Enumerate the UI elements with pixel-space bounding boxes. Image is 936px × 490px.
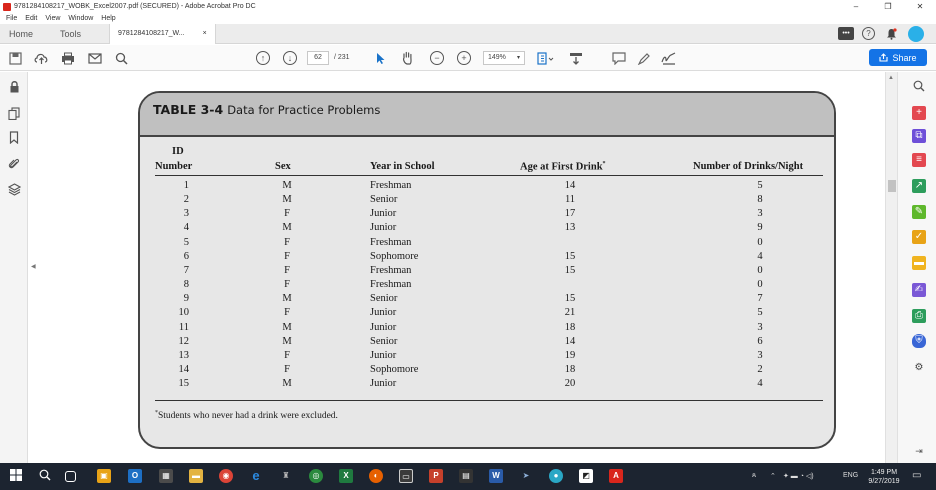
row-sex-cell: M [282,321,292,333]
hand-tool-icon[interactable] [401,50,414,66]
zoom-in-icon[interactable]: + [457,51,471,65]
edge-icon[interactable]: e [252,468,260,483]
select-cursor-icon[interactable] [376,50,386,66]
row-drinks-cell: 4 [757,378,763,390]
table-row [140,349,836,363]
photos-app-icon[interactable]: ◩ [579,469,593,483]
share-button[interactable] [869,49,927,66]
action-center-icon[interactable]: ▭ [912,470,922,481]
row-age-cell: 18 [564,363,576,375]
highlight-pen-icon[interactable] [637,50,651,66]
row-id-cell: 15 [178,378,189,390]
help-icon[interactable]: ? [862,27,875,40]
row-year-cell: Junior [370,208,397,220]
share-icon [879,53,888,62]
store-icon[interactable]: ▣ [97,469,111,483]
row-id-cell: 8 [183,279,189,291]
scroll-up-icon[interactable]: ▲ [888,75,894,81]
page-total: / 231 [334,54,350,61]
footnote-text: Students who never had a drink were excluded. [158,411,338,422]
camera-app-icon[interactable]: ● [549,469,563,483]
row-age-cell: 11 [564,194,576,206]
row-year-cell: Sophomore [370,250,419,262]
row-drinks-cell: 5 [757,307,763,319]
title-bar [0,0,936,13]
layers-icon[interactable] [7,183,21,197]
row-year-cell: Junior [370,378,397,390]
row-sex-cell: F [284,279,290,291]
comment-icon[interactable]: ••• [838,27,854,40]
row-id-cell: 1 [183,180,189,191]
row-id-cell: 9 [183,293,189,305]
combine-files-icon[interactable]: ⧉ [912,129,926,143]
menu-bar [0,13,936,24]
chevron-down-icon: ▾ [516,55,520,61]
collapse-tools-icon[interactable]: ⇥ [915,446,923,456]
row-drinks-cell: 7 [757,293,763,305]
chrome-icon[interactable]: ◉ [219,469,233,483]
header-year: Year in School [370,161,435,172]
row-drinks-cell: 2 [757,363,763,375]
tab-bar [0,24,936,44]
row-year-cell: Junior [370,222,397,234]
row-id-cell: 13 [178,349,189,361]
fill-sign-icon[interactable]: ✓ [912,230,926,244]
row-id-cell: 2 [183,194,189,206]
save-icon[interactable] [9,50,22,66]
row-drinks-cell: 5 [757,180,763,191]
clock-time: 1:49 PM [870,469,898,476]
zoom-value: 149% [488,54,506,61]
acrobat-app-icon [3,3,11,11]
collapse-left-panel-icon[interactable]: ◀ [31,264,36,270]
table-row [140,207,836,221]
row-sex-cell: F [284,250,290,262]
file-explorer-icon[interactable]: ▬ [189,469,203,483]
notification-bell-icon[interactable] [885,27,898,40]
row-age-cell: 19 [564,349,576,361]
table-row [140,377,836,391]
globe-app-icon[interactable]: ◎ [309,469,323,483]
row-age-cell: 15 [564,293,576,305]
table-row [140,335,836,349]
window-controls [840,0,936,13]
row-id-cell: 12 [178,335,189,347]
close-window-button[interactable]: ✕ [916,2,924,11]
word-icon[interactable]: W [489,469,503,483]
row-drinks-cell: 3 [757,208,763,220]
row-sex-cell: F [284,363,290,375]
show-hidden-icons[interactable]: ⌃ [770,473,776,480]
row-year-cell: Freshman [370,236,412,248]
print-production-icon[interactable]: ⎙ [912,309,926,323]
upload-cloud-icon[interactable] [34,50,49,66]
firefox-icon[interactable]: ◐ [369,469,383,483]
row-id-cell: 4 [183,222,189,234]
zoom-out-icon[interactable]: − [430,51,444,65]
row-year-cell: Junior [370,307,397,319]
row-sex-cell: M [282,194,292,206]
tab-document[interactable] [109,24,216,44]
tab-tools[interactable]: Tools [60,28,82,39]
restore-button[interactable]: ❐ [884,2,892,11]
page-number-input[interactable]: 62 [307,51,329,65]
document-tab-label: 9781284108217_W... [118,30,185,37]
header-age-text: Age at First Drink [520,161,603,173]
page-display-icon[interactable] [537,50,555,66]
lock-icon[interactable] [7,80,21,94]
media-app-icon[interactable]: ➤ [522,471,530,480]
comment-panel-icon[interactable]: ▬ [914,257,924,268]
row-age-cell: 21 [564,307,576,319]
organize-pages-icon[interactable]: ≡ [912,153,926,167]
menu-window[interactable]: Window [68,15,94,22]
user-avatar[interactable] [908,26,924,42]
outlook-icon[interactable]: O [128,469,142,483]
table-row [140,221,836,235]
search-icon[interactable] [115,50,128,66]
row-drinks-cell: 8 [757,194,763,206]
table-row [140,292,836,306]
row-drinks-cell: 0 [757,264,763,276]
footer-rule [155,400,823,401]
table-row [140,278,836,292]
toolbar [0,45,936,71]
row-sex-cell: M [282,335,292,347]
row-sex-cell: F [284,236,290,248]
windows-start-icon[interactable] [9,469,23,483]
row-sex-cell: F [284,208,290,220]
row-age-cell: 20 [564,378,576,390]
next-page-icon[interactable]: ↓ [283,51,297,65]
sign-icon[interactable] [661,50,677,66]
menu-view[interactable]: View [45,15,61,22]
table-row [140,264,836,278]
row-id-cell: 14 [178,363,189,375]
email-icon[interactable] [88,50,102,66]
table-row [140,306,836,320]
table-label: TABLE 3-4 [153,102,224,117]
print-icon[interactable] [61,50,75,66]
row-sex-cell: M [282,293,292,305]
previous-page-icon[interactable]: ↑ [256,51,270,65]
protect-shield-icon[interactable]: ⛨ [912,334,926,348]
row-age-cell: 14 [564,180,576,191]
row-id-cell: 10 [178,307,189,319]
export-pdf-icon[interactable]: ↗ [912,179,926,193]
row-year-cell: Senior [370,335,398,347]
window-title: 9781284108217_WOBK_Excel2007.pdf (SECURED) - Adobe Acrobat Pro DC [14,3,256,10]
row-sex-cell: F [284,264,290,276]
row-year-cell: Junior [370,349,397,361]
row-sex-cell: M [282,222,292,234]
header-sex: Sex [275,161,291,172]
calculator-icon[interactable]: ▦ [159,469,173,483]
row-year-cell: Sophomore [370,363,419,375]
row-age-cell: 14 [564,335,576,347]
row-drinks-cell: 3 [757,349,763,361]
attachment-icon[interactable] [7,157,21,171]
windows-taskbar [0,463,936,490]
table-title [153,102,380,117]
excel-icon[interactable]: X [339,469,353,483]
row-id-cell: 5 [183,236,189,248]
edit-pdf-icon[interactable]: ✎ [912,205,926,219]
zoom-select[interactable] [483,51,525,65]
row-sex-cell: M [282,180,292,191]
fill-and-sign-pen-icon[interactable]: ✍ [912,283,926,297]
header-age [520,161,606,173]
row-id-cell: 6 [183,250,189,262]
table-row [140,179,836,193]
row-id-cell: 7 [183,264,189,276]
row-drinks-cell: 0 [757,279,763,291]
zoom-search-icon[interactable] [912,80,926,94]
row-year-cell: Senior [370,194,398,206]
share-label: Share [892,52,917,63]
people-tray-icon[interactable]: ጰ [752,472,757,479]
acrobat-taskbar-icon[interactable]: A [609,469,623,483]
taskbar-search-icon[interactable] [38,469,52,483]
header-id-line1: ID [172,146,184,157]
row-id-cell: 11 [178,321,189,333]
row-sex-cell: F [284,307,290,319]
vertical-scrollbar[interactable] [885,72,897,463]
row-drinks-cell: 9 [757,222,763,234]
menu-edit[interactable]: Edit [25,15,38,22]
left-navigation-rail [0,72,28,463]
header-id-line2: Number [155,161,193,172]
create-pdf-icon[interactable]: + [912,106,926,120]
table-row [140,236,836,250]
table-footnote [155,410,338,421]
row-age-cell: 18 [564,321,576,333]
scroll-thumb[interactable] [888,180,896,192]
menu-help[interactable]: Help [101,15,116,22]
row-sex-cell: F [284,349,290,361]
scroll-mode-icon[interactable] [569,50,583,66]
messaging-icon[interactable]: ▭ [399,469,413,483]
language-indicator[interactable]: ENG [843,472,859,479]
table-row [140,193,836,207]
menu-file[interactable]: File [6,15,18,22]
page-thumbnails-icon[interactable] [7,107,21,121]
powerpoint-icon[interactable]: P [429,469,443,483]
right-tools-pane [897,72,936,463]
header-drinks: Number of Drinks/Night [693,161,804,172]
system-clock[interactable] [862,468,906,486]
row-year-cell: Senior [370,293,398,305]
task-view-icon[interactable] [65,471,76,482]
table-header-band [140,93,834,137]
bookmark-icon[interactable] [7,131,21,145]
row-drinks-cell: 6 [757,335,763,347]
row-age-cell: 17 [564,208,576,220]
table-row [140,321,836,335]
clock-date: 9/27/2019 [868,478,900,485]
row-year-cell: Junior [370,321,397,333]
row-id-cell: 3 [183,208,189,220]
tray-apps-icons[interactable]: ✦ ▬ ◔ ◁) [783,473,814,480]
header-rule [155,175,823,176]
header-age-marker: * [602,161,606,167]
table-row [140,250,836,264]
tab-home[interactable]: Home [9,28,34,39]
comment-tool-icon[interactable] [612,50,626,66]
paint-icon[interactable]: ♜ [282,471,290,480]
row-age-cell: 15 [564,264,576,276]
close-tab-icon[interactable]: × [202,30,207,37]
table-row [140,363,836,377]
row-drinks-cell: 4 [757,250,763,262]
row-year-cell: Freshman [370,264,412,276]
row-year-cell: Freshman [370,180,412,191]
notes-app-icon[interactable]: ▤ [459,469,473,483]
row-sex-cell: M [282,378,292,390]
footnote-marker: * [155,410,158,416]
table-caption: Data for Practice Problems [227,103,381,117]
row-drinks-cell: 3 [757,321,763,333]
row-year-cell: Freshman [370,279,412,291]
more-tools-icon[interactable]: ⚙ [914,362,924,373]
row-age-cell: 15 [564,250,576,262]
table-panel [138,91,836,449]
row-drinks-cell: 0 [757,236,763,248]
minimize-button[interactable]: – [853,2,859,11]
row-age-cell: 13 [564,222,576,234]
